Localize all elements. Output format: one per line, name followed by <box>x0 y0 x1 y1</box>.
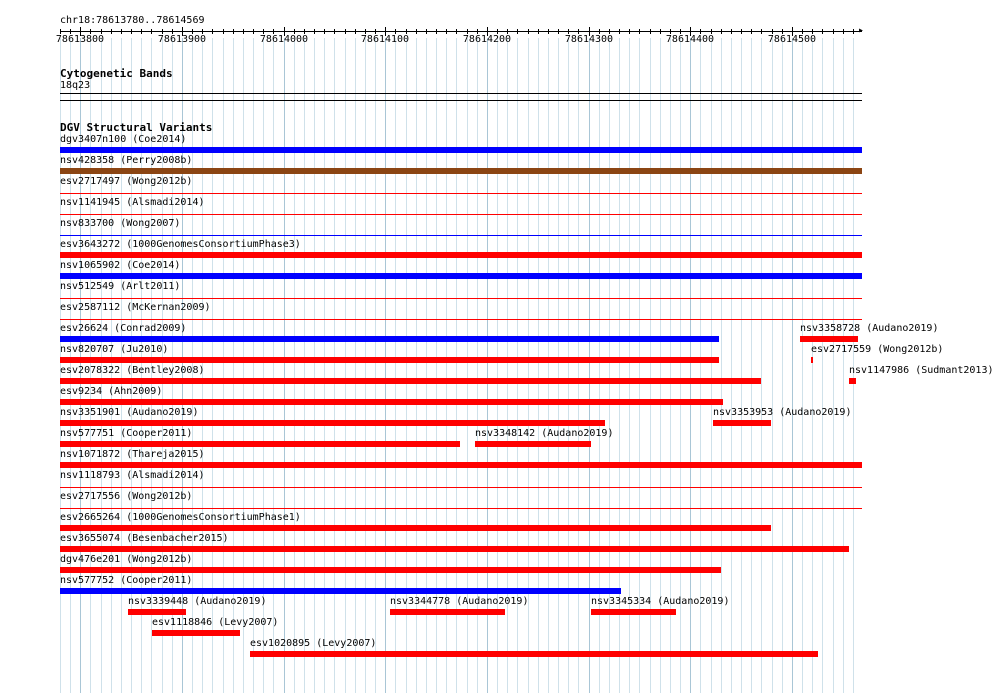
feature-label[interactable]: nsv3351901 (Audano2019) <box>60 407 199 418</box>
ruler-tick-label: 78614300 <box>564 34 614 45</box>
ruler-minor-tick <box>121 29 122 34</box>
ruler-tick-label: 78614100 <box>360 34 410 45</box>
feature-label[interactable]: nsv3358728 (Audano2019) <box>800 323 939 334</box>
feature-bar[interactable] <box>60 214 862 215</box>
ruler-minor-tick <box>741 29 742 34</box>
ruler-minor-tick <box>761 29 762 34</box>
cytoband-label: 18q23 <box>60 80 91 91</box>
ruler-minor-tick <box>843 29 844 34</box>
feature-label[interactable]: nsv1118793 (Alsmadi2014) <box>60 470 205 481</box>
ruler-minor-tick <box>548 29 549 34</box>
feature-bar[interactable] <box>60 147 862 153</box>
feature-label[interactable]: nsv1147986 (Sudmant2013) <box>849 365 994 376</box>
ruler-minor-tick <box>436 29 437 34</box>
feature-label[interactable]: esv2078322 (Bentley2008) <box>60 365 205 376</box>
ruler-minor-tick <box>141 29 142 34</box>
feature-label[interactable]: nsv3344778 (Audano2019) <box>390 596 529 607</box>
feature-label[interactable]: nsv833700 (Wong2007) <box>60 218 181 229</box>
feature-label[interactable]: esv3655074 (Besenbacher2015) <box>60 533 229 544</box>
feature-bar[interactable] <box>60 399 723 405</box>
feature-bar[interactable] <box>60 235 862 236</box>
feature-label[interactable]: esv26624 (Conrad2009) <box>60 323 187 334</box>
ruler-minor-tick <box>619 29 620 34</box>
ruler-minor-tick <box>629 29 630 34</box>
feature-label[interactable]: nsv820707 (Ju2010) <box>60 344 169 355</box>
ruler-minor-tick <box>528 29 529 34</box>
ruler-minor-tick <box>324 29 325 34</box>
feature-bar[interactable] <box>60 319 862 320</box>
ruler-tick-label: 78614200 <box>462 34 512 45</box>
ruler-minor-tick <box>243 29 244 34</box>
feature-bar[interactable] <box>60 336 719 342</box>
ruler-tick-label: 78614400 <box>665 34 715 45</box>
ruler-minor-tick <box>111 29 112 34</box>
feature-bar[interactable] <box>60 508 862 509</box>
feature-label[interactable]: esv2587112 (McKernan2009) <box>60 302 211 313</box>
ruler-tick-label: 78614500 <box>767 34 817 45</box>
feature-bar[interactable] <box>60 441 460 447</box>
feature-label[interactable]: dgv3407n100 (Coe2014) <box>60 134 187 145</box>
feature-label[interactable]: esv2717556 (Wong2012b) <box>60 491 193 502</box>
feature-label[interactable]: esv3643272 (1000GenomesConsortiumPhase3) <box>60 239 301 250</box>
ruler-minor-tick <box>345 29 346 34</box>
cytoband-line <box>60 93 862 94</box>
feature-bar[interactable] <box>800 336 858 342</box>
ruler-minor-tick <box>334 29 335 34</box>
ruler-tick-label: 78613900 <box>157 34 207 45</box>
ruler-minor-tick <box>426 29 427 34</box>
feature-bar[interactable] <box>152 630 240 636</box>
feature-bar[interactable] <box>60 525 771 531</box>
feature-bar[interactable] <box>60 546 849 552</box>
ruler-minor-tick <box>212 29 213 34</box>
ruler-minor-tick <box>517 29 518 34</box>
feature-bar[interactable] <box>60 273 862 279</box>
ruler-minor-tick <box>151 29 152 34</box>
feature-bar[interactable] <box>60 298 862 299</box>
ruler-minor-tick <box>639 29 640 34</box>
feature-bar[interactable] <box>60 588 621 594</box>
ruler-minor-tick <box>223 29 224 34</box>
location-label: chr18:78613780..78614569 <box>60 15 205 26</box>
feature-label[interactable]: nsv1071872 (Thareja2015) <box>60 449 205 460</box>
track-divider <box>60 100 862 101</box>
feature-bar[interactable] <box>60 487 862 488</box>
ruler-minor-tick <box>731 29 732 34</box>
feature-bar[interactable] <box>128 609 186 615</box>
feature-bar[interactable] <box>60 357 719 363</box>
ruler-minor-tick <box>538 29 539 34</box>
ruler-minor-tick <box>446 29 447 34</box>
ruler-minor-tick <box>416 29 417 34</box>
feature-label[interactable]: nsv3348142 (Audano2019) <box>475 428 614 439</box>
feature-label[interactable]: nsv577752 (Cooper2011) <box>60 575 193 586</box>
ruler-minor-tick <box>833 29 834 34</box>
feature-bar[interactable] <box>713 420 771 426</box>
feature-label[interactable]: esv1020895 (Levy2007) <box>250 638 377 649</box>
feature-label[interactable]: esv9234 (Ahn2009) <box>60 386 163 397</box>
feature-label[interactable]: dgv476e201 (Wong2012b) <box>60 554 193 565</box>
ruler-minor-tick <box>558 29 559 34</box>
dgv-track-title[interactable]: DGV Structural Variants <box>60 121 213 134</box>
feature-label[interactable]: nsv1065902 (Coe2014) <box>60 260 181 271</box>
ruler-minor-tick <box>721 29 722 34</box>
feature-label[interactable]: nsv512549 (Arlt2011) <box>60 281 181 292</box>
feature-bar[interactable] <box>250 651 818 657</box>
feature-label[interactable]: esv2717559 (Wong2012b) <box>811 344 944 355</box>
feature-label[interactable]: nsv1141945 (Alsmadi2014) <box>60 197 205 208</box>
ruler-minor-tick <box>751 29 752 34</box>
ruler-minor-tick <box>314 29 315 34</box>
ruler-minor-tick <box>660 29 661 34</box>
ruler-tick-label: 78613800 <box>55 34 105 45</box>
ruler-minor-tick <box>456 29 457 34</box>
feature-bar[interactable] <box>591 609 676 615</box>
feature-label[interactable]: esv2717497 (Wong2012b) <box>60 176 193 187</box>
feature-bar[interactable] <box>60 168 862 174</box>
feature-bar[interactable] <box>811 357 813 363</box>
feature-bar[interactable] <box>60 567 721 573</box>
feature-label[interactable]: nsv428358 (Perry2008b) <box>60 155 193 166</box>
ruler-minor-tick <box>650 29 651 34</box>
feature-bar[interactable] <box>390 609 505 615</box>
feature-label[interactable]: esv2665264 (1000GenomesConsortiumPhase1) <box>60 512 301 523</box>
feature-bar[interactable] <box>60 462 862 468</box>
ruler-minor-tick <box>355 29 356 34</box>
ruler-arrow-icon: ▸ <box>858 25 865 36</box>
ruler-minor-tick <box>822 29 823 34</box>
feature-bar[interactable] <box>60 252 862 258</box>
ruler-minor-tick <box>131 29 132 34</box>
feature-label[interactable]: esv1118846 (Levy2007) <box>152 617 279 628</box>
feature-bar[interactable] <box>60 378 761 384</box>
feature-label[interactable]: nsv3345334 (Audano2019) <box>591 596 730 607</box>
feature-bar[interactable] <box>60 193 862 194</box>
ruler-minor-tick <box>853 29 854 34</box>
ruler-minor-tick <box>233 29 234 34</box>
ruler-minor-tick <box>253 29 254 34</box>
feature-bar[interactable] <box>60 420 605 426</box>
ruler-tick-label: 78614000 <box>259 34 309 45</box>
feature-bar[interactable] <box>849 378 856 384</box>
cytoband-track-title[interactable]: Cytogenetic Bands <box>60 67 173 80</box>
feature-label[interactable]: nsv577751 (Cooper2011) <box>60 428 193 439</box>
feature-label[interactable]: nsv3353953 (Audano2019) <box>713 407 852 418</box>
feature-bar[interactable] <box>475 441 591 447</box>
feature-label[interactable]: nsv3339448 (Audano2019) <box>128 596 267 607</box>
